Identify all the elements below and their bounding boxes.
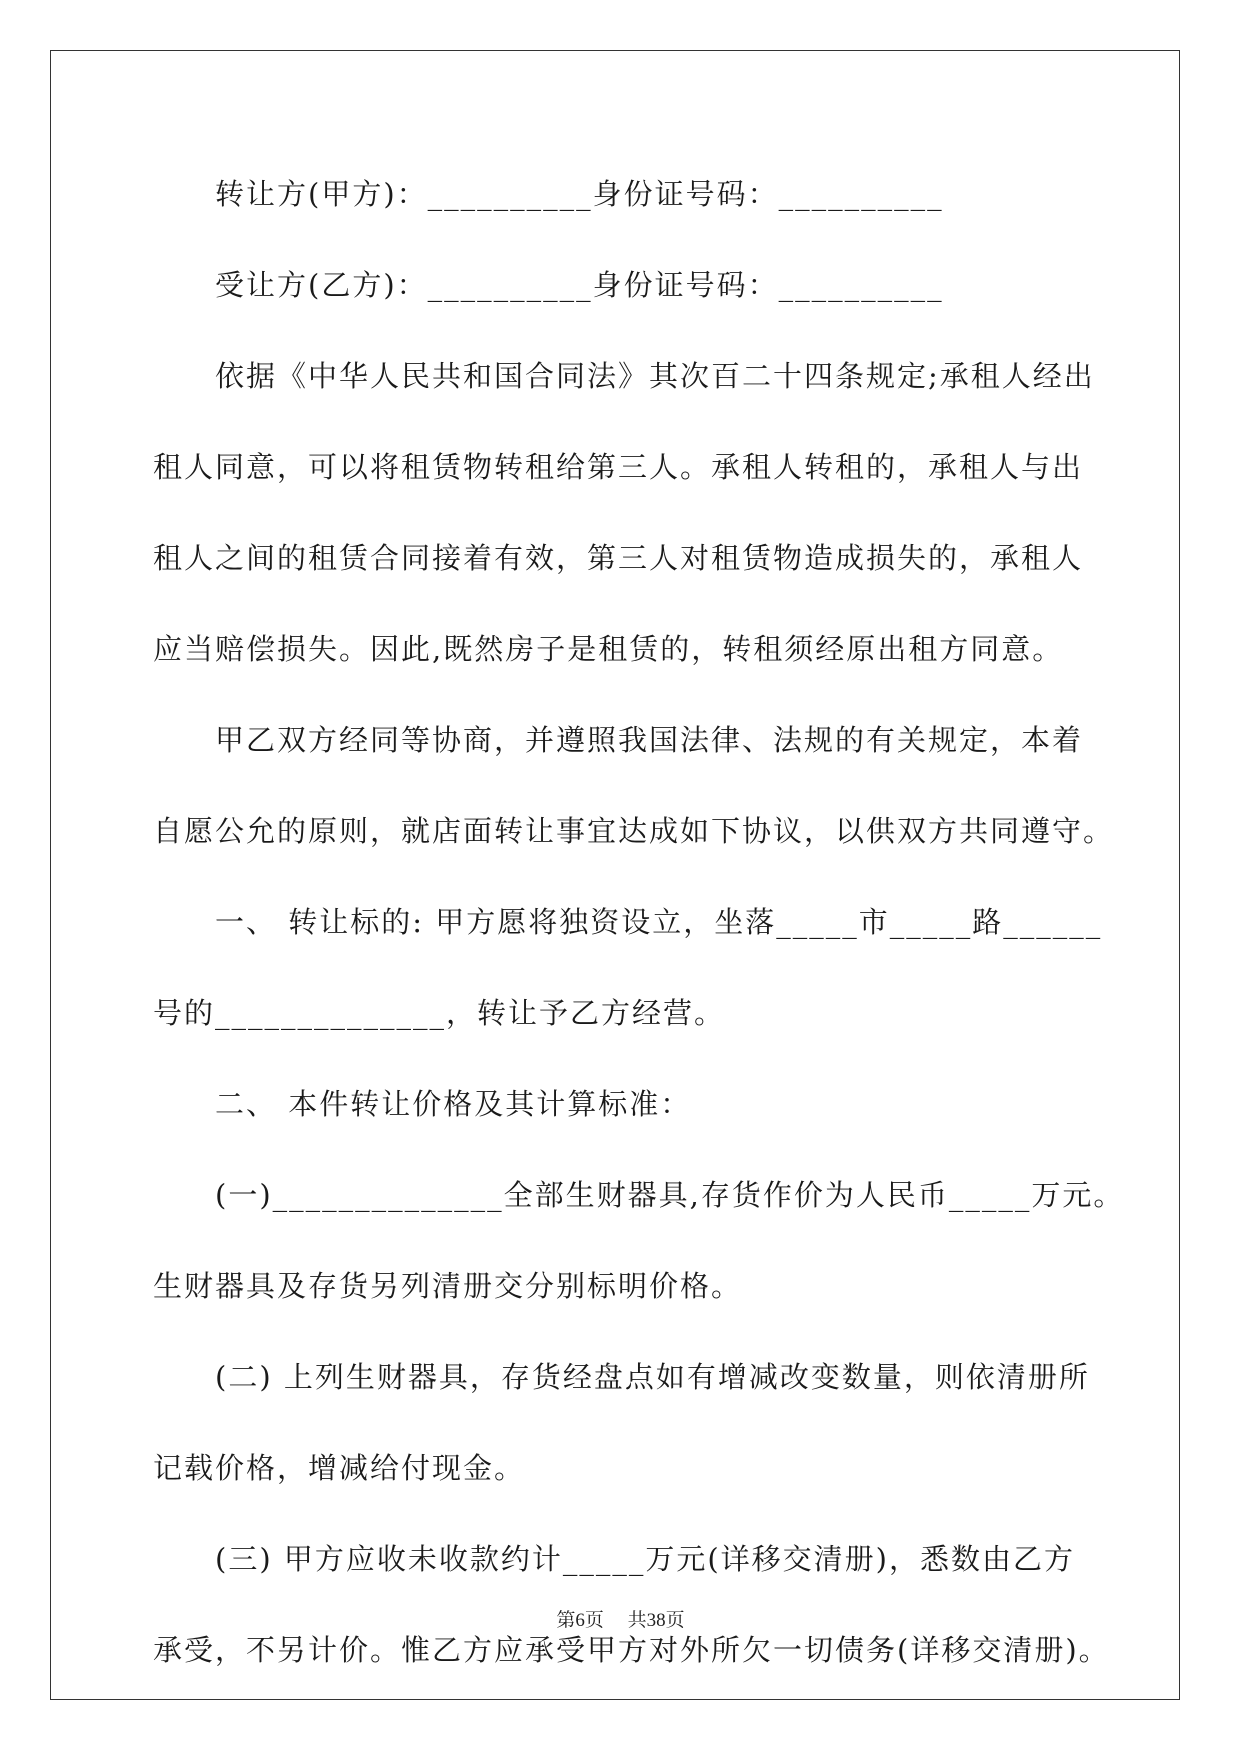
page-number: 第6页 <box>556 1610 604 1631</box>
page-total: 共38页 <box>627 1610 685 1631</box>
text-line: (一)______________全部生财器具,存货作价为人民币_____万元。 <box>215 1178 1125 1212</box>
text-line: 租人之间的租赁合同接着有效，第三人对租赁物造成损失的，承租人 <box>153 541 1084 575</box>
text-line: 一、 转让标的: 甲方愿将独资设立，坐落_____市_____路______ <box>215 905 1103 939</box>
text-line: 承受，不另计价。惟乙方应承受甲方对外所欠一切债务(详移交清册)。 <box>153 1633 1110 1667</box>
text-line: 甲乙双方经同等协商，并遵照我国法律、法规的有关规定，本着 <box>215 723 1084 757</box>
text-line: 自愿公允的原则，就店面转让事宜达成如下协议，以供双方共同遵守。 <box>153 814 1115 848</box>
text-line: (三) 甲方应收未收款约计_____万元(详移交清册)，悉数由乙方 <box>215 1542 1075 1576</box>
text-line: 二、 本件转让价格及其计算标准： <box>215 1087 692 1121</box>
text-line: 记载价格，增减给付现金。 <box>153 1451 526 1485</box>
text-line: 租人同意，可以将租赁物转租给第三人。承租人转租的，承租人与出 <box>153 450 1084 484</box>
text-line: 号的______________，转让予乙方经营。 <box>153 996 726 1030</box>
text-line: 转让方(甲方)：__________身份证号码：__________ <box>215 177 944 211</box>
page-footer <box>0 1605 1241 1632</box>
text-line: 受让方(乙方)：__________身份证号码：__________ <box>215 268 944 302</box>
text-line: 依据《中华人民共和国合同法》其次百二十四条规定;承租人经出 <box>215 359 1095 393</box>
text-line: 应当赔偿损失。因此,既然房子是租赁的，转租须经原出租方同意。 <box>153 632 1064 666</box>
text-line: 生财器具及存货另列清册交分别标明价格。 <box>153 1269 743 1303</box>
document-body <box>153 170 1125 1717</box>
text-line: (二) 上列生财器具，存货经盘点如有增减改变数量，则依清册所 <box>215 1360 1090 1394</box>
